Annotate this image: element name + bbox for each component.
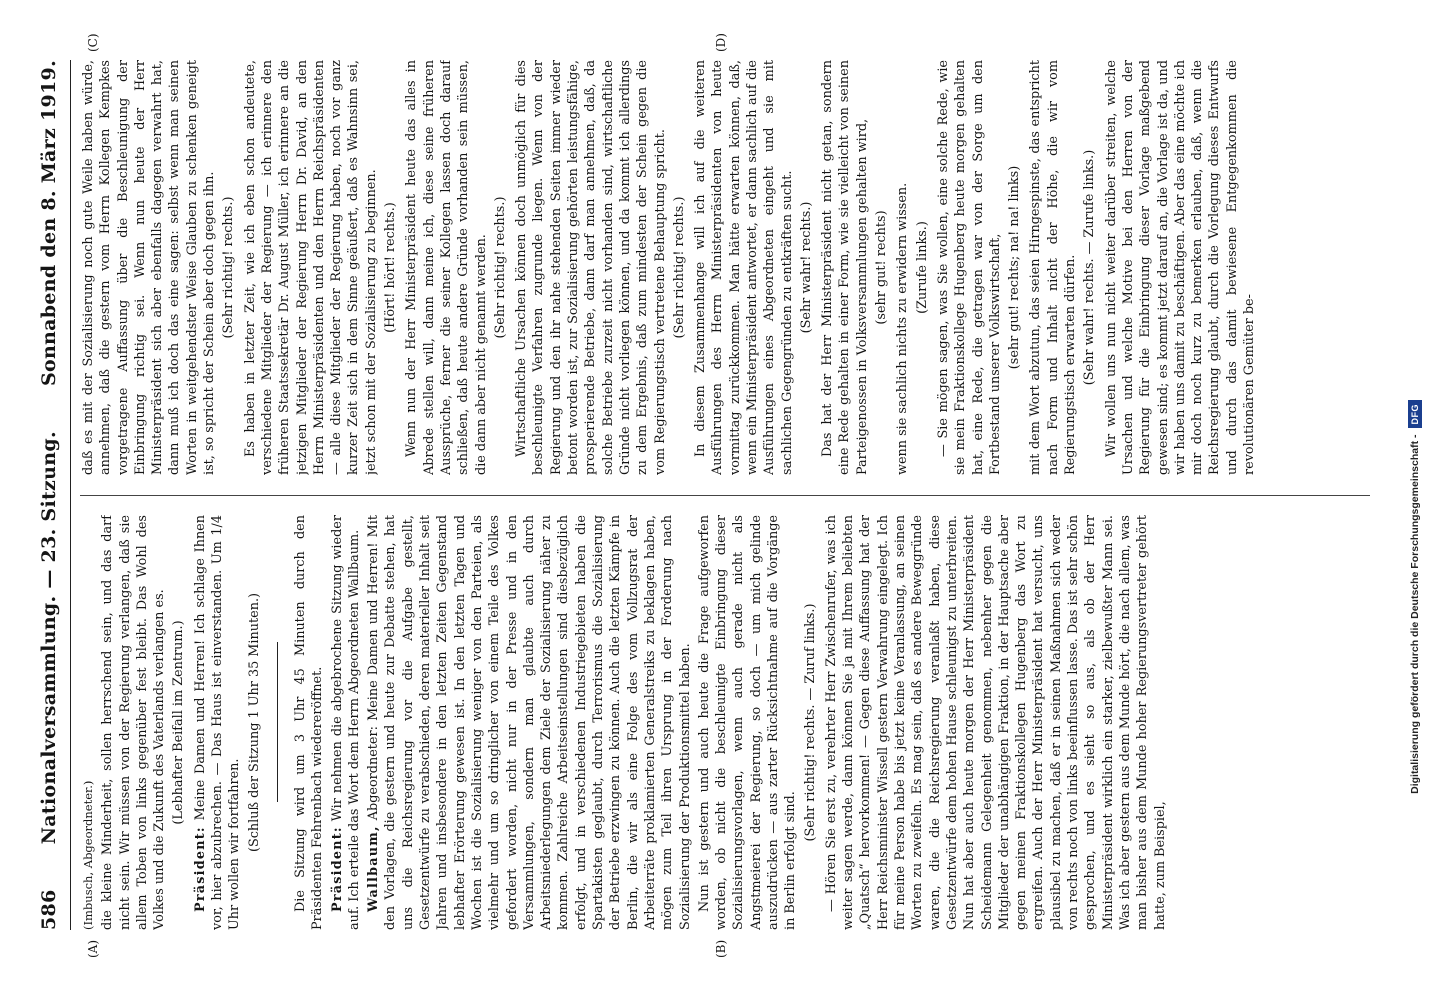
- margin-letter-d: (D): [714, 33, 728, 52]
- paragraph: die kleine Minderheit, sollen herrschend sein, und das darf nicht sein. Wir müssen von der Regierung verlangen, daß sie allem Toben von links gegenüber fest bleibt. Das Wohl des Volkes und die Zukunft des Vaterlands verlangen es.: [100, 515, 168, 930]
- interjection: (Sehr richtig! rechts. — Zuruf links.): [802, 603, 818, 842]
- statement-text: Wir nehmen die abgebrochene Sitzung wieder auf. Ich erteile das Wort dem Herrn Abgeordneten Wallbaum.: [329, 515, 362, 930]
- section-rule: [277, 643, 278, 803]
- paragraph: Es haben in letzter Zeit, wie ich eben schon andeutete, verschiedene Mitglieder der Regierung — ich erinnere den früheren Staatssekretär Dr. August Müller, ich erinnere an die jetzigen Mitglieder der Regierung Herrn Dr. David, an den Herrn Ministerpräsidenten und den Herrn Reichspräsidenten — alle diese Mitglieder der Regierung haben, noch vor ganz kurzer Zeit sich in dem Sinne geäußert, daß es Wahnsinn sei, jetzt schon mit der Sozialisierung zu beginnen.: [242, 60, 379, 475]
- digitization-credit: [1404, 0, 1428, 1000]
- page-number: 586: [38, 889, 60, 930]
- header-rule: [70, 60, 71, 930]
- speaker-role: Abgeordneter:: [366, 726, 382, 821]
- speaker-label: Präsident:: [329, 826, 345, 912]
- paragraph: daß es mit der Sozialisierung noch gute Weile haben würde, annehmen, daß die gestern vom Herrn Kollegen Kempkes vorgetragene Auffassung über die Beschleunigung der Einbringung richtig sei. Wenn nun heute der Herr Ministerpräsident sich aber ebenfalls dagegen verwahrt hat, dann muß ich doch das eine sagen: selbst wenn man seinen Worten in weitgehendster Weise Glauben zu schenken geneigt ist, so spricht der Schein aber doch gegen ihn.: [81, 60, 218, 475]
- speaker-label: Wallbaum,: [366, 825, 382, 912]
- speech-opening: [365, 515, 694, 930]
- paragraph: wenn sie sachlich nichts zu erwidern wissen.: [895, 182, 911, 475]
- document-page: [14, 30, 1394, 970]
- speaker-intro: (Imbusch, Abgeordneter.): [81, 780, 95, 930]
- interjection: (Hört! hört! rechts.): [383, 202, 399, 333]
- paragraph: mit dem Wort abzutun, das seien Hirngespinste, das entspricht nach Form und Inhalt nicht der Höhe, die wir vom Regierungstisch erwarten dürfen.: [1028, 60, 1079, 475]
- page-header: [32, 60, 66, 930]
- interjection: (Lebhafter Beifall im Zentrum.): [171, 620, 187, 825]
- interjection: (Sehr richtig! rechts.): [671, 196, 687, 339]
- margin-letter-c: (C): [86, 33, 100, 52]
- paragraph: Das hat der Herr Ministerpräsident nicht getan, sondern eine Rede gehalten in einer Form, wie sie vielleicht von seinen Parteigenossen in Volksversammlungen gehalten wird,: [820, 60, 870, 475]
- interjection: (Zurufe links.): [914, 221, 930, 314]
- paragraph: Wir wollen uns nun nicht weiter darüber streiten, welche Ursachen und welche Motive bei den Herren von der Regierung für die Einbringung dieser Vorlage maßgebend gewesen sind; es kommt jetzt darauf an, die Vorlage ist da, und wir haben uns damit zu beschäftigen. Aber das eine möchte ich mir doch noch kurz zu bemerken erlauben, daß, wenn die Reichsregierung glaubt, durch die Vorlegung dieses Entwurfs und durch das damit bewiesene Entgegenkommen die revolutionären Gemüter be-: [1103, 60, 1257, 475]
- credit-text: Digitalisierung gefördert durch die Deutsche Forschungsgemeinschaft -: [1409, 434, 1421, 794]
- paragraph: — Sie mögen sagen, was Sie wollen, eine solche Rede, wie sie mein Fraktionskollege Hugenberg heute morgen gehalten hat, eine Rede, die getragen war von der Sorge um den Fortbestand unserer Volkswirtschaft,: [935, 60, 1003, 475]
- paragraph: Wenn nun der Herr Ministerpräsident heute das alles in Abrede stellen will, dann meine ich, diese seine früheren Aussprüche, ferner die seiner Kollegen lassen doch darauf schließen, daß heute andere Gründe vorhanden sein müssen, die dann aber nicht genannt werden.: [404, 60, 489, 475]
- speaker-label: Präsident:: [192, 826, 208, 912]
- margin-letter-b: (B): [714, 939, 728, 958]
- session-resume: Die Sitzung wird um 3 Uhr 45 Minuten durch den Präsidenten Fehrenbach wiedereröffnet.: [292, 515, 326, 930]
- header-right-title: Sonnabend den 8. März 1919.: [38, 60, 60, 387]
- margin-letter-a: (A): [86, 939, 100, 958]
- paragraph: In diesem Zusammenhange will ich auf die weiteren Ausführungen des Herrn Ministerpräsidenten von heute vormittag zurückkommen. Man hätte erwarten können, daß, wenn ein Ministerpräsident antwortet, er dann sachlich auf die Ausführungen eines Abgeordneten eingeht und sie mit sachlichen Gegengründen zu entkräften sucht.: [693, 60, 795, 475]
- paragraph: Meine Damen und Herren! Mit den Vorlagen, die gestern und heute zur Debatte stehen, hat uns die Reichsregierung vor die Aufgabe gestellt, Gesetzentwürfe zu verabschieden, deren materieller Inhalt seit Jahren und insbesondere in den letzten Zeiten Gegenstand lebhafter Erörterung gewesen ist. In den letzten Tagen und Wochen ist die Sozialisierung weniger von den Parteien, als vielmehr und um so dringlicher von einem Teile des Volkes gefordert worden, nicht nur in der Presse und in den Versammlungen, sondern man glaubte auch durch Arbeitsniederlegungen dem Ziele der Sozialisierung näher zu kommen. Zahlreiche Arbeitseinstellungen sind diesbezüglich erfolgt, und in verschiedenen Industriegebieten haben die Spartakisten geglaubt, durch Terrorismus die Sozialisierung der Betriebe erzwingen zu können. Auch die letzten Kämpfe in Berlin, die wir als eine Folge des vom Vollzugsrat der Arbeiterräte proklamierten Generalstreiks zu beklagen haben, mögen zum Teil ihren Ursprung in der Forderung nach Sozialisierung der Produktionsmittel haben.: [366, 515, 693, 930]
- credit-text-wrapper: [1404, 392, 1426, 1000]
- paragraph: — Hören Sie erst zu, verehrter Herr Zwischenrufer, was ich weiter sagen werde, dann können Sie ja mit Ihrem beliebten „Quatsch“ hervorkommen! — Gegen diese Auffassung hat der Herr Reichsminister Wissell gestern Verwahrung eingelegt. Ich für meine Person habe bis jetzt keine Veranlassung, an seinen Worten zu zweifeln. Es mag sein, daß es andere Beweggründe waren, die die Reichsregierung veranlaßt haben, diese Gesetzentwürfe dem hohen Hause schleunigst zu unterbreiten. Nun hat aber auch heute morgen der Herr Ministerpräsident Scheidemann Gelegenheit genommen, nebenher gegen die Mitglieder der unabhängigen Fraktion, in der Hauptsache aber gegen meinen Fraktionskollegen Hugenberg das Wort zu ergreifen. Auch der Herr Ministerpräsident hat versucht, uns plausibel zu machen, daß er in seinen Maßnahmen sich weder von rechts noch von links beeinflussen lasse. Das ist sehr schön gesprochen, und es sieht so aus, als ob der Herr Ministerpräsident wirklich ein starker, zielbewußter Mann sei. Was ich aber gestern aus dem Munde hört, die nach allem, was man bisher aus dem Munde hoher Regierungsvertreter gehört hatte, zum Beispiel,: [823, 515, 1168, 930]
- interjection: (sehr gut! rechts; na! na! links): [1007, 165, 1023, 370]
- interjection: (sehr gut! rechts): [874, 210, 890, 325]
- right-column: [80, 60, 1370, 475]
- statement-text: Meine Damen und Herren! Ich schlage Ihnen vor, hier abzubrechen. — Das Haus ist einverstanden. Um 1/4 Uhr wollen wir fortfahren.: [192, 515, 243, 930]
- paragraph: Wirtschaftliche Ursachen können doch unmöglich für dies beschleunigte Verfahren zugrunde liegen. Wenn von der Regierung und den ihr nahe stehenden Seiten immer wieder betont worden ist, zur Sozialisierung gehörten leistungsfähige, prosperierende Betriebe, dann darf man annehmen, daß, da solche Betriebe zurzeit nicht vorhanden sind, wirtschaftliche Gründe nicht vorliegen können, und da kommt ich allerdings zu dem Ergebnis, daß zum mindesten der Schein gegen die vom Regierungstisch vertretene Behauptung spricht.: [514, 60, 668, 475]
- interjection: (Sehr wahr! rechts.): [798, 201, 814, 334]
- left-column: [80, 515, 1370, 930]
- president-statement: [192, 515, 244, 930]
- interjection: (Sehr richtig! rechts.): [492, 196, 508, 339]
- interjection: (Sehr richtig! rechts.): [221, 196, 237, 339]
- dfg-logo: DFG: [1408, 400, 1422, 429]
- header-left-title: Nationalversammlung. — 23. Sitzung.: [38, 431, 60, 845]
- recess-note: (Schluß der Sitzung 1 Uhr 35 Minuten.): [246, 592, 262, 853]
- interjection: (Sehr wahr! rechts. — Zurufe links.): [1082, 149, 1098, 386]
- president-statement: [329, 515, 364, 930]
- paragraph: Nun ist gestern und auch heute die Frage aufgeworfen worden, ob nicht die beschleunigte Einbringung dieser Sozialisierungsvorlagen, wenn auch gerade nicht als Angstmeierei der Regierung, so doch — um mich gelinde auszudrücken — aus zarter Rücksichtnahme auf die Vorgänge in Berlin erfolgt sind.: [696, 515, 799, 930]
- column-divider: [80, 495, 1370, 496]
